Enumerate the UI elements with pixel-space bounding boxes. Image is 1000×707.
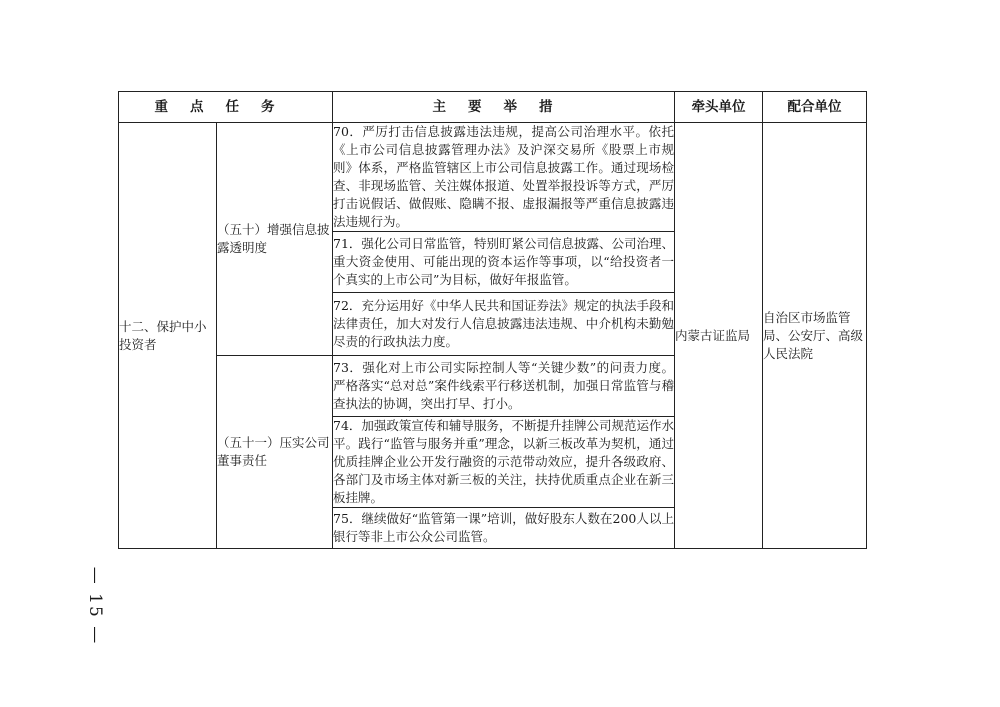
measure-70: 70．严厉打击信息披露违法违规，提高公司治理水平。依托《上市公司信息披露管理办法》及沪深交易所《股票上市规则》体系，严格监管辖区上市公司信息披露工作。通过现场检查、非现场监管、关注媒体报道、处置举报投诉等方式，严厉打击说假话、做假账、隐瞒不报、虚报漏报等严重信息披露违法违规行为。 xyxy=(333,123,675,232)
table-header-row xyxy=(119,92,867,123)
header-cooperating-unit: 配合单位 xyxy=(763,92,867,123)
header-key-task: 重点任务 xyxy=(119,92,333,123)
page-number-text: — 15 — xyxy=(85,566,106,646)
subtask-disclosure: （五十）增强信息披露透明度 xyxy=(217,123,333,356)
header-main-measures: 主要举措 xyxy=(333,92,675,123)
measure-74: 74．加强政策宣传和辅导服务，不断提升挂牌公司规范运作水平。践行“监管与服务并重”理念，以新三板改革为契机，通过优质挂牌企业公开发行融资的示范带动效应，提升各级政府、各部门及市场主体对新三板的关注，扶持优质重点企业在新三板挂牌。 xyxy=(333,417,675,508)
table-row xyxy=(119,123,867,232)
measure-73: 73．强化对上市公司实际控制人等“关键少数”的问责力度。严格落实“总对总”案件线索平行移送机制，加强日常监管与稽查执法的协调，突出打早、打小。 xyxy=(333,356,675,417)
tasks-table xyxy=(118,91,867,549)
measure-72: 72．充分运用好《中华人民共和国证券法》规定的执法手段和法律责任，加大对发行人信息披露违法违规、中介机构未勤勉尽责的行政执法力度。 xyxy=(333,293,675,356)
page-number xyxy=(80,566,110,646)
measure-71: 71．强化公司日常监管，特别盯紧公司信息披露、公司治理、重大资金使用、可能出现的资本运作等事项，以“给投资者一个真实的上市公司”为目标，做好年报监管。 xyxy=(333,232,675,293)
cooperating-units: 自治区市场监管局、公安厅、高级人民法院 xyxy=(763,123,867,549)
measure-75: 75．继续做好“监管第一课”培训，做好股东人数在200人以上银行等非上市公众公司监管。 xyxy=(333,508,675,549)
task-category: 十二、保护中小投资者 xyxy=(119,123,217,549)
subtask-director-responsibility: （五十一）压实公司董事责任 xyxy=(217,356,333,549)
lead-unit: 内蒙古证监局 xyxy=(675,123,763,549)
header-lead-unit: 牵头单位 xyxy=(675,92,763,123)
